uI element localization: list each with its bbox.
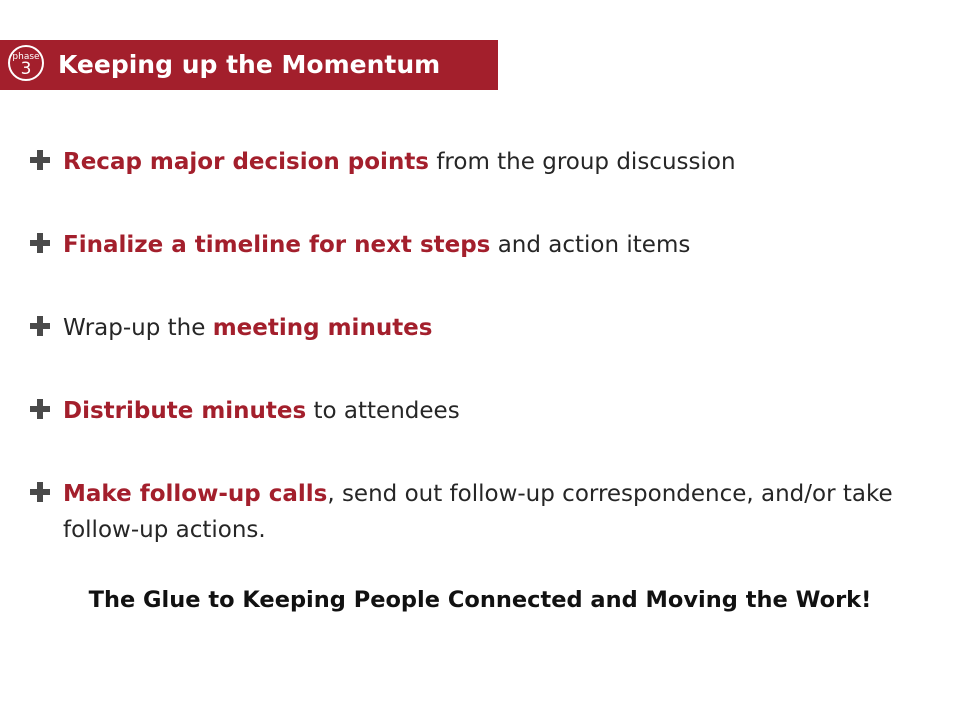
bullet-segment: from the group discussion — [429, 149, 736, 175]
bullet-segment: Finalize a timeline for next steps — [63, 232, 491, 258]
bullet-segment: Make follow-up calls — [63, 481, 328, 507]
phase-label: phase — [12, 52, 40, 62]
plus-icon — [30, 150, 50, 170]
bullet-item — [30, 227, 930, 263]
bullet-segment: meeting minutes — [212, 315, 433, 341]
bullet-segment: , send out follow-up correspondence, and/or take follow-up actions. — [63, 481, 893, 543]
bullet-segment: Wrap-up the — [63, 315, 213, 341]
phase-badge — [8, 45, 44, 81]
bullet-item — [30, 144, 930, 180]
phase-number: 3 — [20, 59, 32, 79]
plus-icon — [30, 399, 50, 419]
bullet-item — [30, 393, 930, 429]
bullet-text — [63, 232, 690, 258]
bullet-text — [63, 149, 736, 175]
bullet-segment: and action items — [490, 232, 691, 258]
bullet-segment: Recap major decision points — [63, 149, 430, 175]
plus-icon — [30, 482, 50, 502]
bullet-segment: to attendees — [306, 398, 460, 424]
closing-statement: The Glue to Keeping People Connected and Moving the Work! — [88, 587, 872, 613]
bullet-item — [30, 310, 930, 346]
bullet-text — [63, 481, 893, 543]
plus-icon — [30, 316, 50, 336]
plus-icon — [30, 233, 50, 253]
bullet-item — [30, 476, 930, 548]
bullet-text — [63, 398, 460, 424]
bullet-segment: Distribute minutes — [63, 398, 307, 424]
title-bar — [0, 40, 498, 90]
bullet-text — [63, 315, 432, 341]
slide-title: Keeping up the Momentum — [58, 50, 441, 79]
bullet-list — [30, 144, 930, 595]
